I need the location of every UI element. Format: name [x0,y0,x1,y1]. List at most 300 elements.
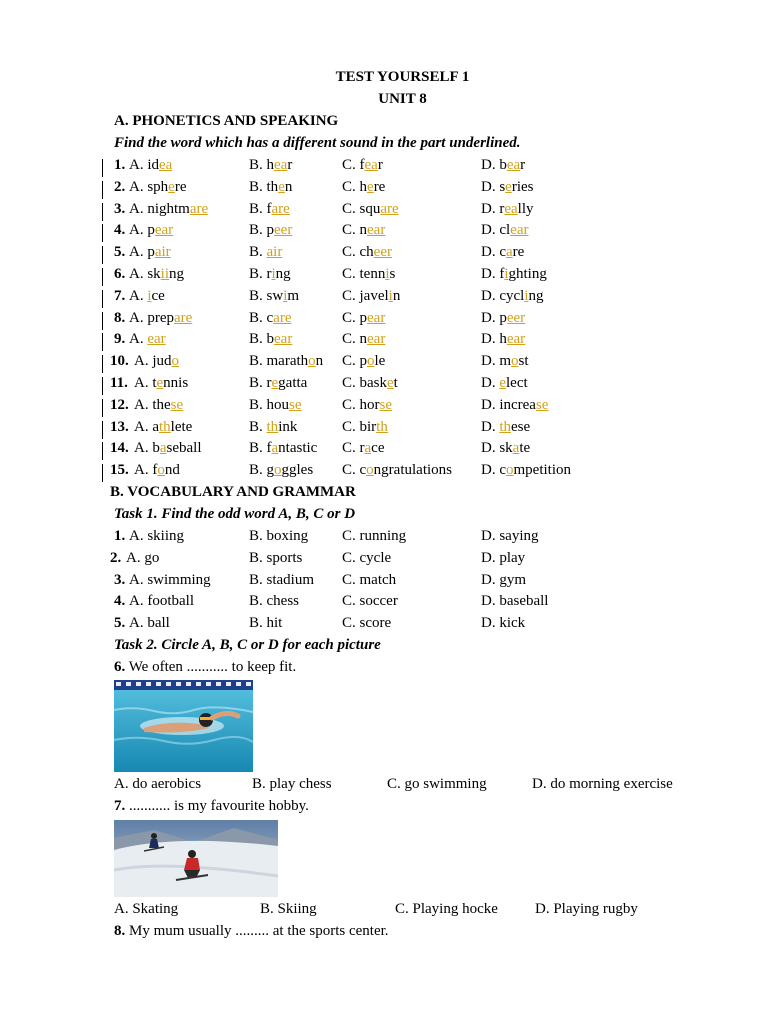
option-text: B. sw [249,287,284,304]
phonetics-row [0,222,768,244]
underlined-sound: ear [274,331,293,348]
option-text: n [315,353,324,370]
option-text: C. f [342,157,365,173]
page-title: TEST YOURSELF 1 [335,69,470,85]
option-a[interactable] [134,353,179,370]
option-d[interactable] [481,397,548,414]
underlined-sound: th [266,418,279,435]
option-b[interactable]: B. play chess [252,776,332,792]
option-text: C. bask [342,375,387,391]
question-number: 13. [110,418,129,435]
option-c[interactable]: C. match [342,571,397,588]
underlined-sound: ii [160,266,170,282]
option-a[interactable]: A. do aerobics [114,776,202,792]
option-text: B. r [249,266,272,282]
option-text: D. cycl [481,287,525,304]
option-c[interactable] [342,375,398,392]
option-text: st [518,353,529,370]
option-c[interactable] [342,310,385,327]
unit-title: UNIT 8 [378,91,427,107]
question-number: 12. [110,396,129,413]
option-text: ggles [281,462,314,479]
option-a[interactable] [134,375,188,392]
option-a[interactable] [134,397,183,414]
option-a[interactable] [129,331,166,348]
question-number: 11. [110,375,128,391]
option-text: C. squ [342,200,381,217]
question-text: We often ........... to keep fit. [125,659,297,675]
option-text: B. [249,418,267,435]
option-text: D. [481,418,500,435]
option-c[interactable] [342,157,383,174]
margin-bar [102,464,103,482]
option-text: B. f [249,440,272,457]
option-d[interactable] [481,288,544,305]
underlined-sound: a [512,440,520,457]
option-b[interactable] [249,222,292,239]
option-c[interactable] [342,222,385,239]
option-text: nnis [163,375,189,391]
underlined-sound: o [157,462,165,479]
margin-bar [102,159,103,177]
underlined-sound: o [367,353,375,370]
option-text: n [284,178,293,195]
option-a[interactable] [129,201,208,218]
underlined-sound: ear [367,331,386,348]
underlined-sound: ear [147,331,166,348]
option-text: A. nightm [129,200,190,217]
question-8 [114,923,389,940]
option-a[interactable]: A. football [129,593,194,610]
option-b[interactable] [249,244,282,261]
option-text: D. p [481,309,507,326]
option-a[interactable]: A. ball [129,615,170,632]
option-text: C. bir [342,418,377,435]
option-a[interactable] [129,288,165,305]
option-text: ng [275,266,291,282]
option-c[interactable] [342,331,385,348]
option-c[interactable] [342,266,395,283]
option-a[interactable]: A. Skating [114,901,179,917]
underlined-sound: a [159,440,167,457]
underlined-sound: i [147,287,152,304]
option-d[interactable] [481,201,534,218]
option-text: A. p [129,244,155,261]
question-7 [114,798,309,815]
phonetics-row [0,462,768,484]
underlined-sound: e [156,375,164,391]
option-text: D. sk [481,440,513,457]
underlined-sound: th [376,418,388,435]
option-text: lect [506,375,528,391]
underlined-sound: se [289,396,302,413]
option-text: C. tenn [342,266,386,282]
underlined-sound: ear [510,222,529,239]
option-text: C. javel [342,287,389,304]
question-number: 7. [114,798,126,814]
option-text: C. n [342,222,368,239]
option-text: te [519,440,531,457]
underlined-sound: ea [504,200,518,217]
option-a[interactable] [134,440,202,457]
underlined-sound: se [379,396,392,413]
underlined-sound: ea [159,157,173,173]
phonetics-row [0,244,768,266]
option-d[interactable]: D. kick [481,615,526,632]
option-text: seball [166,440,202,457]
option-text: ese [511,418,531,435]
margin-bar [102,377,103,395]
margin-bar [102,312,103,330]
underlined-sound: o [506,462,514,479]
phonetics-row [0,288,768,310]
option-a[interactable] [134,419,192,436]
option-text: ce [371,440,385,457]
option-b[interactable] [249,266,291,283]
option-a[interactable] [129,310,192,327]
option-text: D. h [481,331,507,348]
option-b[interactable] [249,353,323,370]
option-text: A. the [134,396,171,413]
question-number: 3. [114,200,126,217]
option-text: m [287,287,300,304]
option-d[interactable]: D. saying [481,528,539,544]
option-text: B. g [249,462,275,479]
option-text: C. r [342,440,365,457]
option-a[interactable] [129,244,171,261]
underlined-sound: i [524,287,529,304]
option-text: C. p [342,309,368,326]
question-number: 1. [114,157,126,173]
margin-bar [102,268,103,286]
margin-bar [102,290,103,308]
option-b[interactable] [249,419,297,436]
underlined-sound: air [266,244,283,261]
option-text: re [512,244,525,261]
underlined-sound: se [535,396,549,413]
question-number: 10. [110,353,129,370]
option-b[interactable]: B. stadium [249,571,315,588]
option-text: A. sph [129,178,169,195]
underlined-sound: are [174,309,193,326]
underlined-sound: e [367,178,374,195]
question-number: 15. [110,462,129,479]
option-text: A. [129,331,148,348]
question-number: 1. [114,528,126,544]
option-d[interactable]: D. Playing rugby [535,901,638,917]
phonetics-row [0,375,768,397]
option-text: lly [517,200,534,217]
option-text: r [287,157,293,173]
question-number: 4. [114,593,126,610]
option-text: B. p [249,222,275,239]
option-c[interactable]: C. score [342,615,392,632]
option-b[interactable] [249,157,292,174]
phonetics-row [0,353,768,375]
option-text: B. marath [249,353,309,370]
option-b[interactable] [249,440,317,457]
option-d[interactable] [481,440,530,457]
underlined-sound: eer [506,309,526,326]
option-text: D. m [481,353,511,370]
underlined-sound: o [308,353,316,370]
option-c[interactable] [342,462,452,479]
underlined-sound: are [273,309,292,326]
underlined-sound: o [171,353,179,370]
option-text: n [392,287,401,304]
question-text: My mum usually ......... at the sports center. [125,923,389,939]
option-b[interactable] [249,201,290,218]
option-d[interactable] [481,310,525,327]
vocab-row [0,615,768,637]
option-text: le [374,353,386,370]
margin-bar [102,355,103,373]
underlined-sound: ea [274,157,288,173]
option-text: D. r [481,200,505,217]
option-text: B. r [249,375,272,391]
option-b[interactable] [249,288,299,305]
phonetics-row [0,201,768,223]
underlined-sound: e [505,178,512,195]
option-a[interactable] [129,266,184,283]
question-number: 6. [114,266,126,282]
underlined-sound: i [271,266,276,282]
margin-bar [102,203,103,221]
option-c[interactable] [342,179,385,196]
option-d[interactable] [481,353,529,370]
option-text: B. b [249,331,275,348]
option-text: re [174,178,187,195]
vocab-row [0,550,768,572]
option-text: B. [249,244,267,261]
option-text: B. hou [249,396,290,413]
phonetics-row [0,310,768,332]
underlined-sound: a [271,440,279,457]
option-a[interactable] [134,462,180,479]
option-text: A. f [134,462,158,479]
vocab-row [0,593,768,615]
option-text: D. c [481,462,506,479]
option-d[interactable] [481,375,528,392]
option-text: D. f [481,266,505,282]
option-d[interactable]: D. baseball [481,593,549,610]
underlined-sound: ear [367,309,386,326]
option-c[interactable] [342,288,400,305]
underlined-sound: air [154,244,171,261]
question-number: 3. [114,571,126,588]
option-c[interactable] [342,419,388,436]
option-text: C. p [342,353,368,370]
underlined-sound: i [388,287,393,304]
option-text: s [389,266,396,282]
option-d[interactable] [481,462,571,479]
question-number: 4. [114,222,126,239]
option-d[interactable] [481,419,530,436]
underlined-sound: i [283,287,288,304]
option-text: r [377,157,383,173]
phonetics-row [0,157,768,179]
option-b[interactable] [249,397,302,414]
question-6 [114,659,296,676]
option-c[interactable] [342,201,399,218]
underlined-sound: are [189,200,209,217]
phonetics-row [0,397,768,419]
option-c[interactable]: C. soccer [342,593,398,610]
option-text: ink [278,418,298,435]
option-b[interactable] [249,462,313,479]
margin-bar [102,224,103,242]
option-text: lete [170,418,193,435]
option-text: A. [129,287,148,304]
option-text: A. b [134,440,160,457]
phonetics-row [0,440,768,462]
underlined-sound: ear [367,222,386,239]
option-d[interactable]: D. gym [481,571,526,588]
option-b[interactable] [249,310,291,327]
underlined-sound: ear [506,331,526,348]
task2-instruction: Task 2. Circle A, B, C or D for each picture [114,637,381,653]
swimming-picture [114,680,253,772]
option-b[interactable]: B. boxing [249,528,309,544]
option-text: A. t [134,375,157,391]
option-text: ng [528,287,544,304]
option-text: B. h [249,157,275,173]
option-text: D. s [481,178,506,195]
option-d[interactable] [481,179,534,196]
option-text: D. [481,375,500,391]
option-c[interactable]: C. go swimming [387,776,487,792]
option-text: C. n [342,331,368,348]
margin-bar [102,333,103,351]
question-number: 7. [114,287,126,304]
option-text: C. hor [342,396,380,413]
option-b[interactable]: B. Skiing [260,901,317,917]
option-text: A. id [129,157,159,173]
underlined-sound: eer [373,244,392,261]
option-c[interactable]: C. running [342,528,407,544]
vocab-row [0,528,768,550]
option-text: r [520,157,526,173]
option-b[interactable]: B. chess [249,593,299,610]
option-d[interactable]: D. do morning exercise [532,776,673,792]
option-text: B. c [249,309,274,326]
question-number: 5. [114,615,126,632]
underlined-sound: o [366,462,374,479]
option-a[interactable] [129,222,173,239]
option-text: D. increa [481,396,536,413]
margin-bar [102,181,103,199]
option-text: D. cl [481,222,511,239]
option-text: ghting [508,266,547,282]
task1-instruction: Task 1. Find the odd word A, B, C or D [114,506,356,522]
margin-bar [102,442,103,460]
option-d[interactable] [481,244,524,261]
underlined-sound: ear [154,222,174,239]
underlined-sound: i [504,266,509,282]
option-d[interactable] [481,266,547,283]
phonetics-row [0,419,768,441]
option-text: ntastic [278,440,318,457]
option-c[interactable] [342,244,392,261]
question-7-options [0,901,768,923]
option-a[interactable] [129,179,187,196]
option-text: ce [151,287,165,304]
question-text: ........... is my favourite hobby. [125,798,309,814]
underlined-sound: i [385,266,390,282]
margin-bar [102,399,103,417]
option-d[interactable]: D. play [481,549,526,566]
section-a-heading: A. PHONETICS AND SPEAKING [114,113,339,129]
phonetics-row [0,179,768,201]
question-6-options [0,776,768,798]
option-c[interactable] [342,397,392,414]
phonetics-row [0,266,768,288]
underlined-sound: th [159,418,171,435]
section-a-instruction: Find the word which has a different sound in the part underlined. [114,135,521,151]
option-text: ries [511,178,534,195]
underlined-sound: a [506,244,513,261]
option-a[interactable]: A. go [126,549,160,566]
underlined-sound: ea [506,157,521,173]
option-b[interactable]: B. hit [249,615,283,632]
underlined-sound: are [271,200,290,217]
option-text: mpetition [513,462,571,479]
option-text: C. ch [342,244,374,261]
option-c[interactable] [342,440,385,457]
option-text: ng [169,266,185,282]
question-number: 2. [110,549,122,566]
underlined-sound: a [364,440,372,457]
option-a[interactable]: A. skiing [129,528,185,544]
option-d[interactable] [481,222,528,239]
question-number: 14. [110,440,129,457]
swimmer-image [114,680,253,772]
option-b[interactable] [249,179,292,196]
option-d[interactable] [481,331,525,348]
option-c[interactable] [342,353,385,370]
option-c[interactable]: C. cycle [342,549,392,566]
underlined-sound: o [274,462,282,479]
option-b[interactable] [249,375,307,392]
option-c[interactable]: C. Playing hocke [395,901,498,917]
option-text: C. c [342,462,367,479]
underlined-sound: e [278,178,285,195]
question-number: 2. [114,178,126,195]
skiers-image [114,820,278,897]
underlined-sound: o [511,353,519,370]
option-text: re [373,178,386,195]
option-a[interactable] [129,157,172,174]
option-b[interactable] [249,331,292,348]
option-a[interactable]: A. swimming [129,571,211,588]
section-b-heading: B. VOCABULARY AND GRAMMAR [110,484,356,500]
option-text: A. jud [134,353,172,370]
option-text: D. c [481,244,506,261]
option-text: D. b [481,157,507,173]
option-b[interactable]: B. sports [249,549,303,566]
option-text: ngratulations [373,462,452,479]
option-text: gatta [278,375,308,391]
underlined-sound: are [380,200,399,217]
option-d[interactable] [481,157,525,174]
underlined-sound: e [168,178,175,195]
underlined-sound: ea [364,157,378,173]
underlined-sound: th [499,418,512,435]
question-number: 8. [114,309,126,326]
question-number: 9. [114,331,126,348]
underlined-sound: se [170,396,184,413]
option-text: B. f [249,200,272,217]
